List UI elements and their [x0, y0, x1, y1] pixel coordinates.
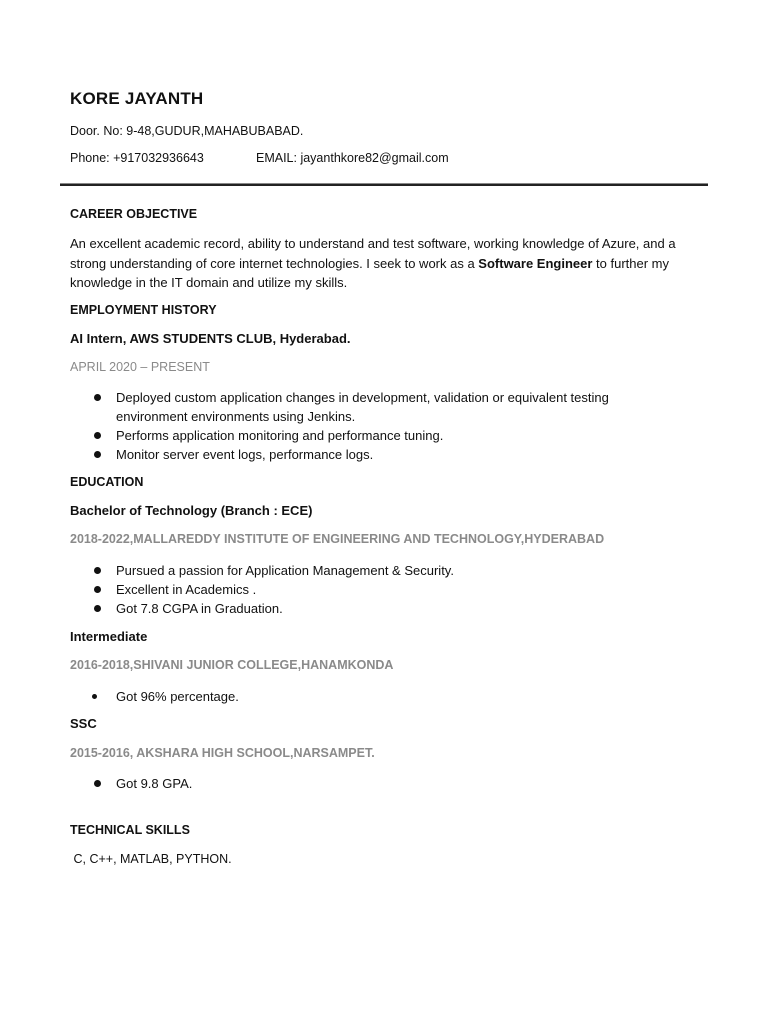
list-item [0, 774, 192, 793]
candidate-name: KORE JAYANTH [70, 89, 204, 108]
degree-bullets [0, 561, 454, 618]
bullet-text: Monitor server event logs, performance logs. [116, 447, 374, 462]
career-objective-text [70, 234, 710, 293]
intermediate-bullets [0, 687, 239, 706]
education-heading: EDUCATION [70, 475, 144, 489]
employment-role: AI Intern, AWS STUDENTS CLUB, Hyderabad. [70, 331, 351, 346]
technical-skills-heading: TECHNICAL SKILLS [70, 823, 190, 837]
bullet-text: Pursued a passion for Application Management & Security. [116, 563, 454, 578]
employment-history-heading: EMPLOYMENT HISTORY [70, 303, 217, 317]
intermediate-title: Intermediate [70, 629, 148, 644]
degree-title: Bachelor of Technology (Branch : ECE) [70, 503, 313, 518]
technical-skills-list: C, C++, MATLAB, PYTHON. [70, 852, 232, 866]
email-address: EMAIL: jayanthkore82@gmail.com [256, 151, 449, 165]
list-item [0, 580, 454, 599]
bullet-icon [94, 780, 101, 787]
intermediate-school: 2016-2018,SHIVANI JUNIOR COLLEGE,HANAMKONDA [70, 658, 394, 672]
bullet-icon [94, 394, 101, 401]
bullet-text: Performs application monitoring and performance tuning. [116, 428, 444, 443]
ssc-bullets [0, 774, 192, 793]
bullet-icon [94, 432, 101, 439]
bullet-text: environment environments using Jenkins. [116, 409, 356, 424]
list-item [0, 599, 454, 618]
phone-number: Phone: +917032936643 [70, 151, 204, 165]
list-item [0, 561, 454, 580]
objective-highlight: Software Engineer [478, 255, 593, 271]
bullet-icon [94, 586, 101, 593]
bullet-text: Got 9.8 GPA. [116, 776, 193, 791]
bullet-icon [92, 694, 97, 699]
bullet-text: Got 96% percentage. [116, 689, 239, 704]
bullet-icon [94, 605, 101, 612]
bullet-text: Got 7.8 CGPA in Graduation. [116, 601, 283, 616]
ssc-title: SSC [70, 716, 97, 731]
list-item [0, 426, 609, 445]
list-item [0, 445, 609, 464]
objective-text-part1: An excellent academic record, ability to understand and test software, working knowledge of Azure, and a strong understanding of core internet technologies. I seek to work as a [70, 236, 676, 271]
career-objective-heading: CAREER OBJECTIVE [70, 207, 198, 221]
employment-period: APRIL 2020 – PRESENT [70, 360, 210, 374]
ssc-school: 2015-2016, AKSHARA HIGH SCHOOL,NARSAMPET. [70, 746, 375, 760]
address: Door. No: 9-48,GUDUR,MAHABUBABAD. [70, 124, 304, 138]
objective-text-part2: to further my knowledge in the IT domain and utilize my skills. [70, 255, 670, 290]
employment-bullets [0, 388, 609, 464]
bullet-icon [94, 451, 101, 458]
list-item [0, 388, 609, 407]
bullet-text: Deployed custom application changes in development, validation or equivalent testing [116, 390, 609, 405]
list-item-continuation [0, 407, 609, 426]
header-divider [60, 184, 708, 186]
bullet-text: Excellent in Academics . [116, 582, 257, 597]
bullet-icon [94, 567, 101, 574]
degree-school: 2018-2022,MALLAREDDY INSTITUTE OF ENGINEERING AND TECHNOLOGY,HYDERABAD [70, 532, 605, 546]
list-item [0, 687, 239, 706]
